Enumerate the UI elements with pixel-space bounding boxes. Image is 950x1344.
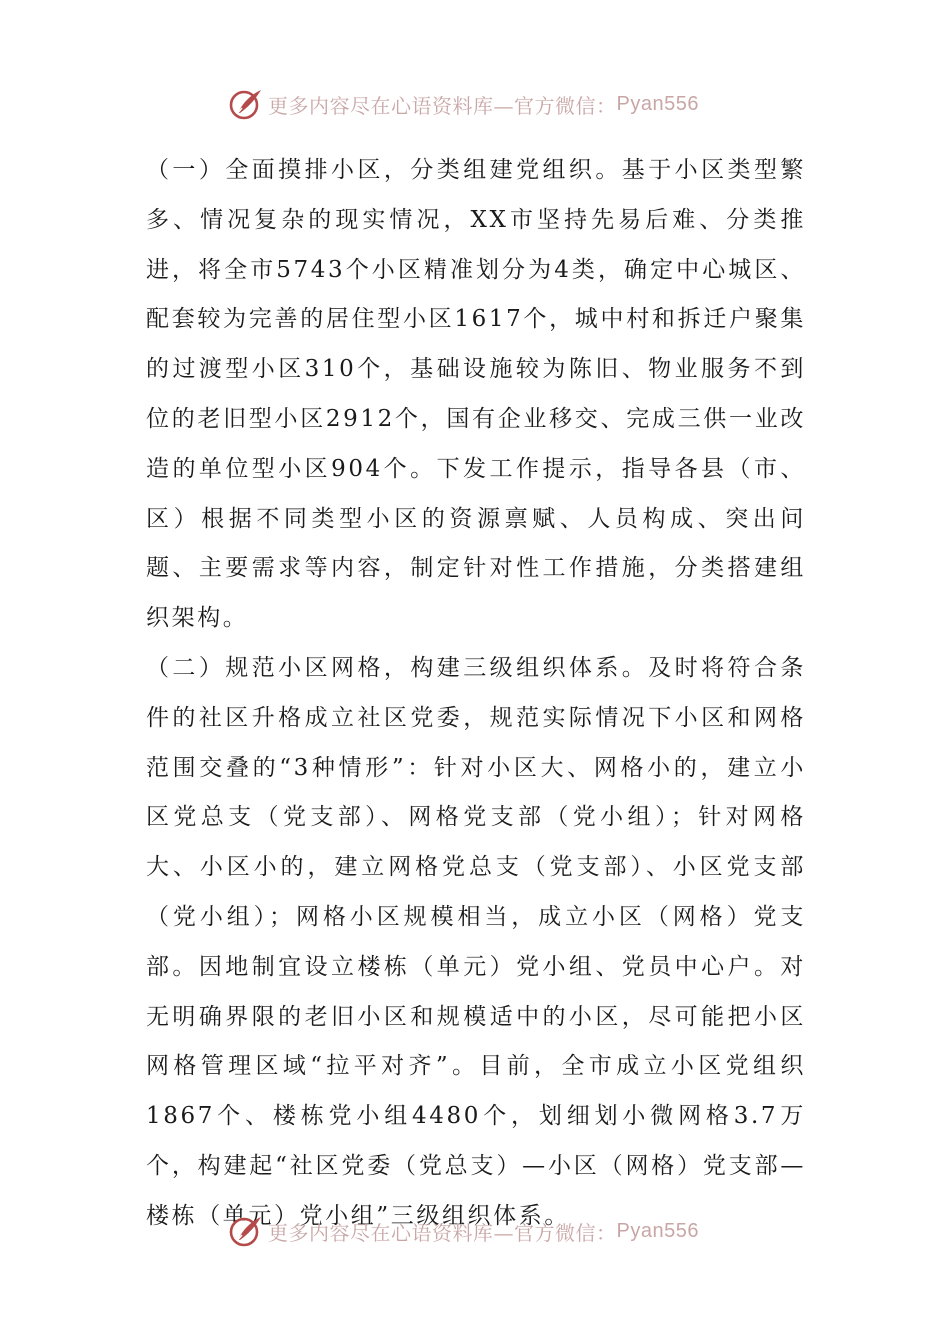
header-banner-text: 更多内容尽在心语资料库—官方微信： (268, 93, 617, 118)
quill-logo-icon (228, 1213, 264, 1249)
footer-banner (228, 1211, 728, 1251)
header-banner (228, 84, 728, 124)
document-body (146, 146, 806, 1242)
paragraph-1: （一）全面摸排小区，分类组建党组织。基于小区类型繁多、情况复杂的现实情况，XX市坚持先易后难、分类推进，将全市5743个小区精准划分为4类，确定中心城区、配套较为完善的居住型小区1617个，城中村和拆迁户聚集的过渡型小区310个，基础设施较为陈旧、物业服务不到位的老旧型小区2912个，国有企业移交、完成三供一业改造的单位型小区904个。下发工作提示，指导各县（市、区）根据不同类型小区的资源禀赋、人员构成、突出问题、主要需求等内容，制定针对性工作措施，分类搭建组织架构。 (146, 157, 806, 632)
paragraph-2: （二）规范小区网格，构建三级组织体系。及时将符合条件的社区升格成立社区党委，规范实际情况下小区和网格范围交叠的“3种情形”：针对小区大、网格小的，建立小区党总支（党支部）、网格党支部（党小组）；针对网格大、小区小的，建立网格党总支（党支部）、小区党支部（党小组）；网格小区规模相当，成立小区（网格）党支部。因地制宜设立楼栋（单元）党小组、党员中心户。对无明确界限的老旧小区和规模适中的小区，尽可能把小区网格管理区域“拉平对齐”。目前，全市成立小区党组织1867个、楼栋党小组4480个，划细划小微网格3.7万个，构建起“社区党委（党总支）—小区（网格）党支部—楼栋（单元）党小组”三级组织体系。 (146, 654, 806, 1229)
quill-logo-icon (228, 86, 264, 122)
footer-banner-text: 更多内容尽在心语资料库—官方微信： (268, 1220, 617, 1245)
footer-wechat-id: Pyan556 (616, 1219, 699, 1242)
header-wechat-id: Pyan556 (616, 92, 699, 115)
